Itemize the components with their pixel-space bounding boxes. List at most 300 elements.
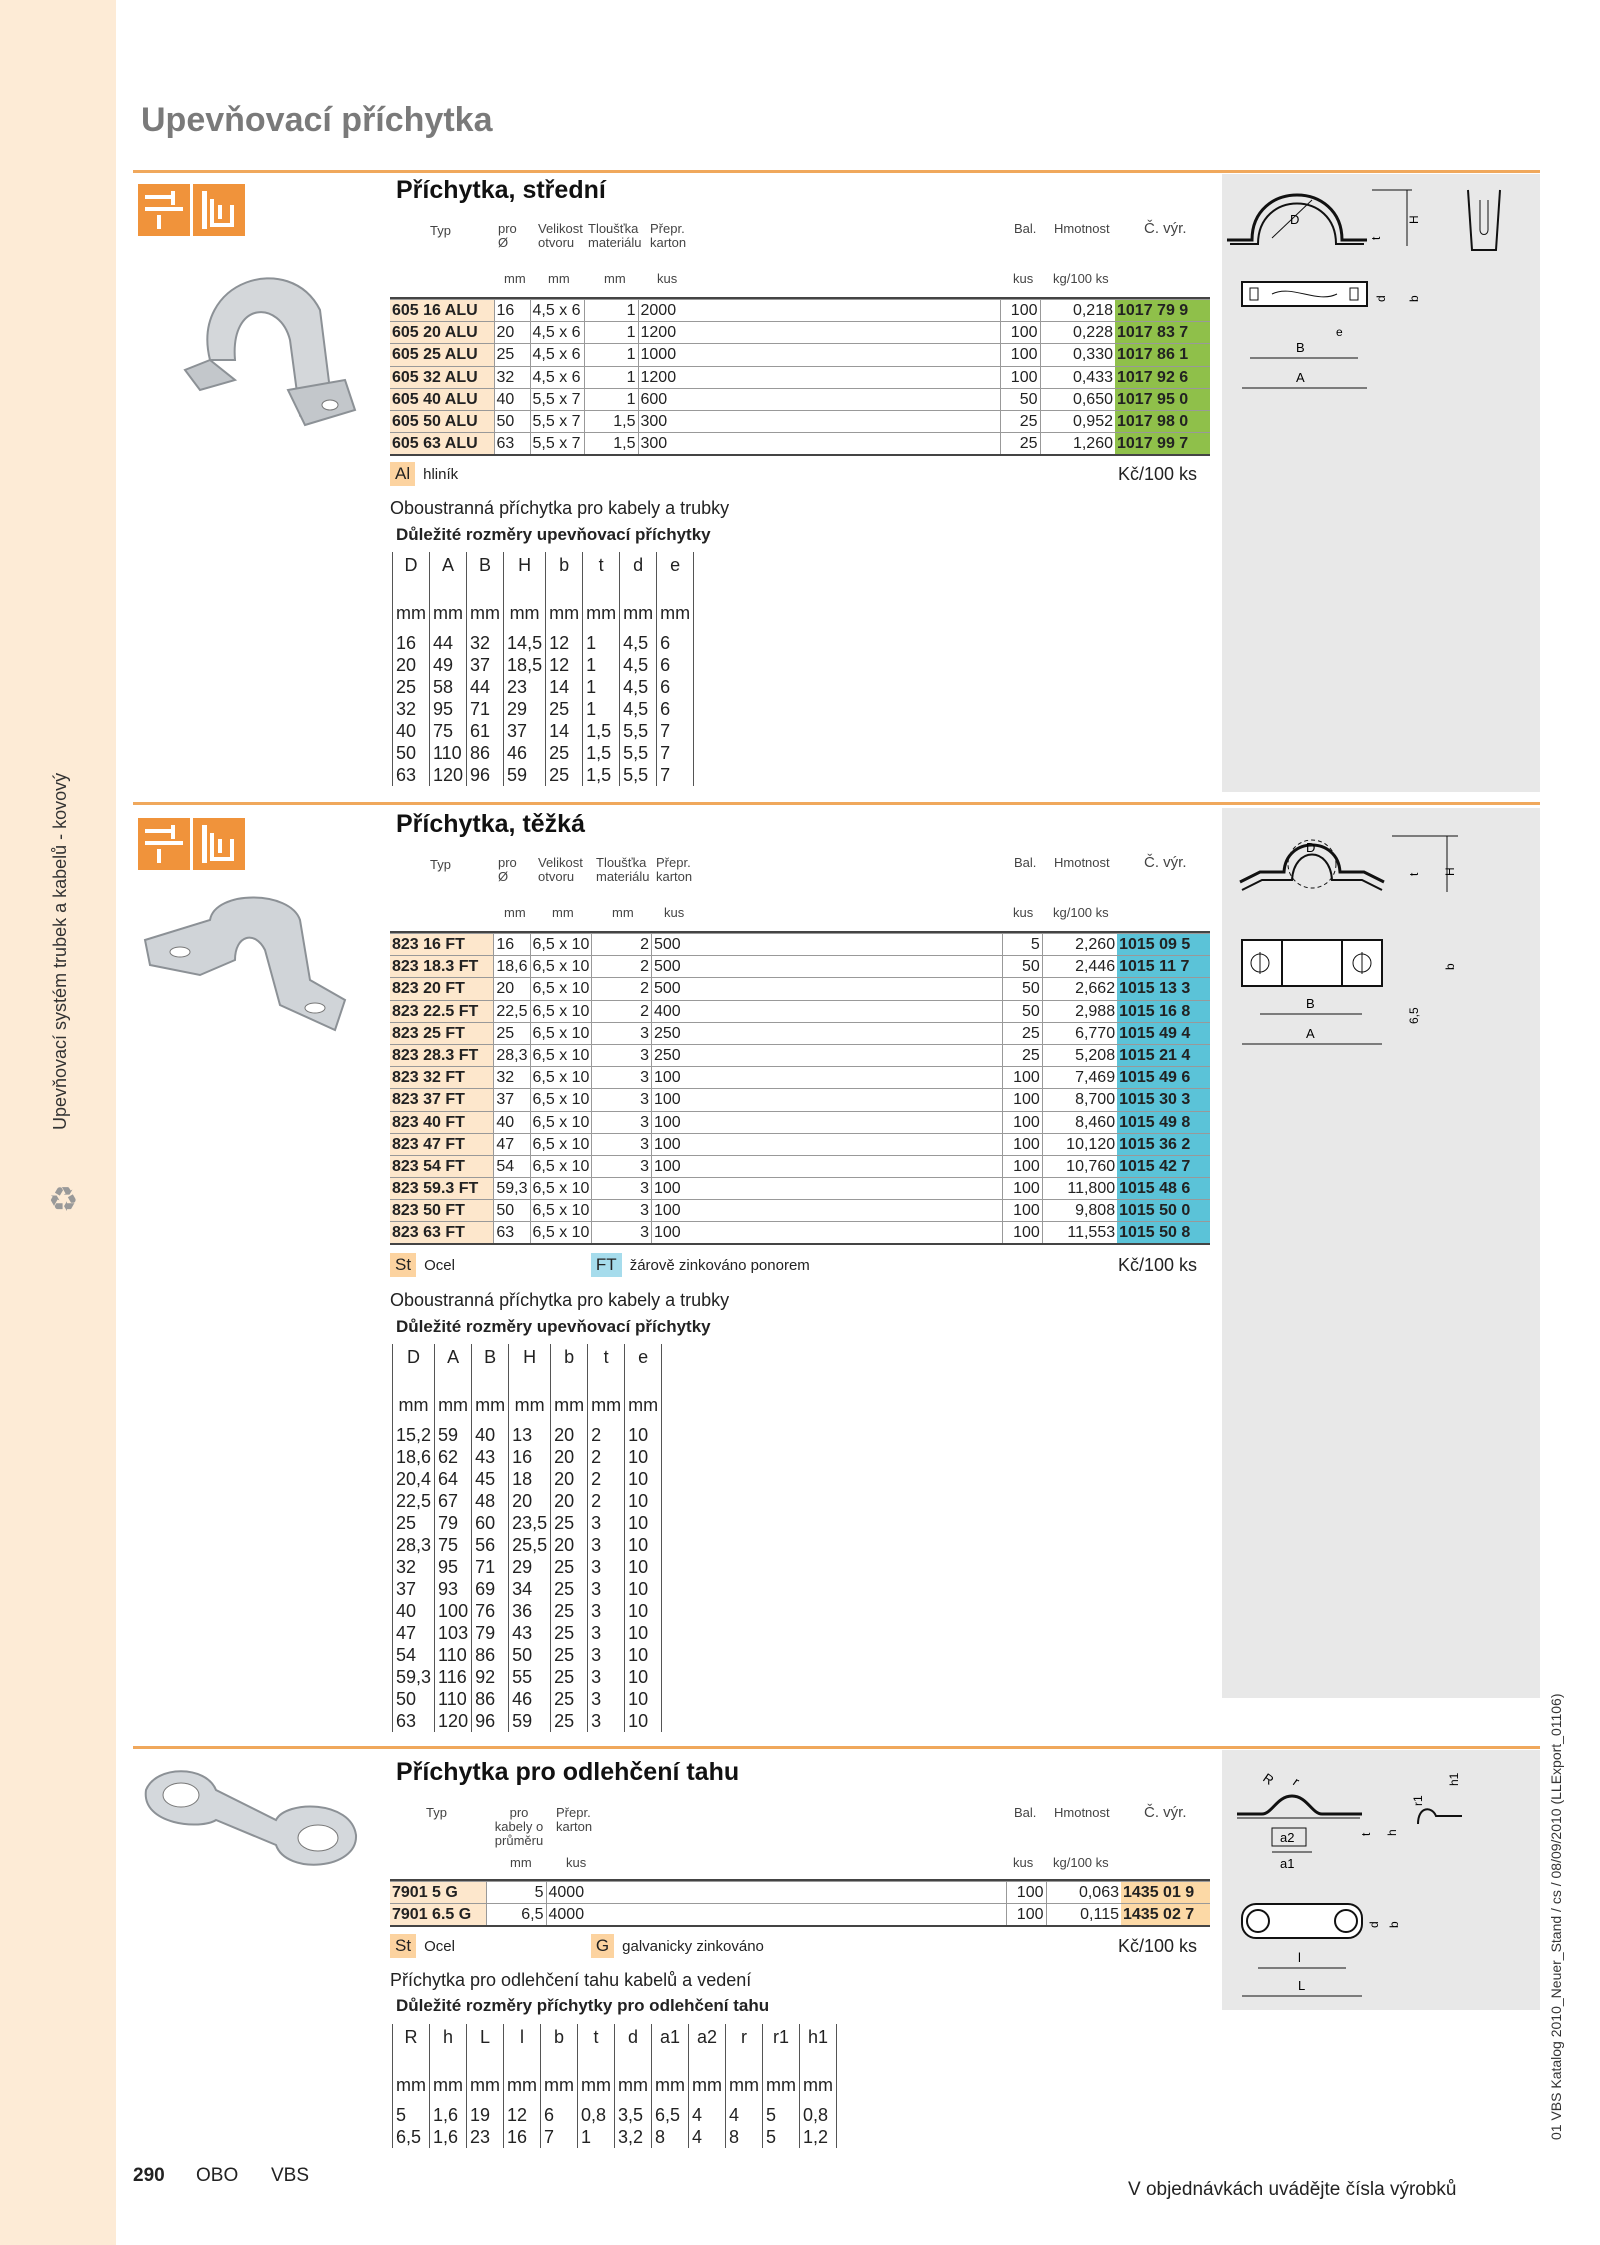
dim-cell: 46 [504, 742, 546, 764]
product-cell-prepr: 1200 [638, 322, 1000, 344]
dim-cell: mm [504, 2074, 541, 2104]
hdr-typ: Typ [430, 857, 451, 872]
product-cell-cvyr: 1015 49 8 [1117, 1111, 1210, 1133]
dim-cell: 10 [625, 1578, 662, 1600]
dim-cell: 20 [551, 1446, 588, 1468]
dim-cell: 14 [546, 720, 583, 742]
dim-cell: a2 [689, 2024, 726, 2074]
product-row [390, 1904, 1210, 1927]
product-cell-tloustka: 1,5 [584, 433, 638, 456]
dim-cell: 4,5 [620, 676, 657, 698]
dim-cell: 3 [588, 1512, 625, 1534]
dim-row [393, 1644, 662, 1666]
product-table-3 [390, 1881, 1210, 1927]
dim-cell: 6,5 [652, 2104, 689, 2126]
dim-cell: 7 [541, 2126, 578, 2148]
dim-row [393, 720, 694, 742]
dim-row [393, 1446, 662, 1468]
dim-cell: mm [509, 1394, 551, 1424]
product-cell-pro: 22,5 [494, 1000, 530, 1022]
dim-cell: 3 [588, 1578, 625, 1600]
product-cell-tloustka: 3 [592, 1178, 652, 1200]
product-cell-cvyr: 1015 36 2 [1117, 1133, 1210, 1155]
dim-cell: 0,8 [800, 2104, 837, 2126]
product-cell-cvyr: 1017 99 7 [1115, 433, 1210, 456]
product-cell-pro3: 5 [486, 1882, 546, 1904]
dim-cell: 10 [625, 1446, 662, 1468]
product-cell-hmotnost: 5,208 [1042, 1044, 1117, 1066]
unit-tloustka: mm [604, 271, 626, 286]
dim-cell: R [393, 2024, 430, 2074]
dim-cell: 10 [625, 1622, 662, 1644]
dim-cell: 37 [504, 720, 546, 742]
product-row [390, 978, 1210, 1000]
dim-cell: 1,5 [583, 720, 620, 742]
product-cell-prepr: 400 [651, 1000, 1002, 1022]
product-cell-pro: 20 [494, 978, 530, 1000]
section-rule-2 [133, 802, 1540, 805]
dim-cell: h [430, 2024, 467, 2074]
product-cell-prepr: 100 [651, 1222, 1002, 1245]
product-cell-hmotnost: 8,700 [1042, 1089, 1117, 1111]
dim-cell: 63 [393, 1710, 435, 1732]
product-cell-hmotnost: 0,218 [1040, 300, 1115, 322]
product-cell-prepr: 300 [638, 410, 1000, 432]
dim-cell: 6 [657, 676, 694, 698]
product-cell-pro: 47 [494, 1133, 530, 1155]
dim-cell: h1 [800, 2024, 837, 2074]
product-cell-typ: 823 37 FT [390, 1089, 494, 1111]
unit-velikost: mm [548, 271, 570, 286]
dim-cell: 61 [467, 720, 504, 742]
product-cell-cvyr: 1017 79 9 [1115, 300, 1210, 322]
dim-cell: H [504, 552, 546, 602]
finish-text: žárově zinkováno ponorem [629, 1256, 810, 1274]
dim-cell: 37 [393, 1578, 435, 1600]
product-cell-cvyr: 1435 01 9 [1121, 1882, 1210, 1904]
hdr-typ: Typ [426, 1805, 447, 1820]
hdr-prepr: Přepr. karton [650, 221, 687, 250]
svg-text:R: R [1260, 1770, 1277, 1788]
product-cell-typ: 7901 5 G [390, 1882, 486, 1904]
dim-cell: 20 [551, 1424, 588, 1446]
product-cell-typ: 605 63 ALU [390, 433, 494, 456]
dim-cell: 76 [472, 1600, 509, 1622]
unit-prepr: kus [664, 905, 685, 920]
dim-cell: 32 [393, 1556, 435, 1578]
dim-cell: d [615, 2024, 652, 2074]
product-cell-velikost: 6,5 x 10 [530, 1200, 592, 1222]
product-cell-tloustka: 2 [592, 978, 652, 1000]
product-cell-pro: 50 [494, 1200, 530, 1222]
product-cell-hmotnost: 2,446 [1042, 956, 1117, 978]
dim-row [393, 2126, 837, 2148]
dim-cell: 67 [435, 1490, 472, 1512]
product-cell-pro: 37 [494, 1089, 530, 1111]
dim-cell: 40 [393, 720, 430, 742]
svg-text:b: b [1443, 963, 1457, 970]
product-cell-bal: 50 [1000, 388, 1040, 410]
dim-cell: 63 [393, 764, 430, 786]
product-cell-velikost: 4,5 x 6 [530, 322, 584, 344]
svg-text:b: b [1407, 295, 1421, 302]
description-2: Oboustranná příchytka pro kabely a trubky [390, 1290, 730, 1310]
dim-cell: 79 [435, 1512, 472, 1534]
svg-text:B: B [1296, 340, 1305, 355]
product-row [390, 388, 1210, 410]
hdr-hmotnost: Hmotnost [1054, 855, 1110, 870]
product-cell-bal: 100 [1006, 1904, 1046, 1927]
product-row [390, 1178, 1210, 1200]
product-cell-velikost: 6,5 x 10 [530, 956, 592, 978]
dim-cell: 1,6 [430, 2126, 467, 2148]
dim-cell: mm [541, 2074, 578, 2104]
dim-cell: 10 [625, 1490, 662, 1512]
dim-row [393, 764, 694, 786]
unit-hmotnost: kg/100 ks [1053, 271, 1109, 286]
product-cell-pro: 28,3 [494, 1044, 530, 1066]
legend-2 [390, 1253, 810, 1277]
section-3-title: Příchytka pro odlehčení tahu [396, 1758, 740, 1786]
dim-cell: t [578, 2024, 615, 2074]
product-table-1 [390, 299, 1210, 456]
pipe-mount-icon [138, 184, 190, 236]
dim-cell: 4 [689, 2104, 726, 2126]
product-cell-cvyr: 1015 49 6 [1117, 1067, 1210, 1089]
dim-cell: 55 [509, 1666, 551, 1688]
dim-row [393, 1424, 662, 1446]
product-cell-typ: 605 40 ALU [390, 388, 494, 410]
product-cell-tloustka: 3 [592, 1044, 652, 1066]
product-cell-prepr: 100 [651, 1111, 1002, 1133]
product-cell-prepr: 100 [651, 1200, 1002, 1222]
description-3: Příchytka pro odlehčení tahu kabelů a vedení [390, 1970, 752, 1990]
product-cell-pro: 20 [494, 322, 530, 344]
dim-cell: 50 [393, 1688, 435, 1710]
dim-cell: 10 [625, 1688, 662, 1710]
product-cell-pro3: 6,5 [486, 1904, 546, 1927]
dim-cell: 10 [625, 1556, 662, 1578]
product-cell-pro: 63 [494, 433, 530, 456]
product-cell-hmotnost: 0,433 [1040, 366, 1115, 388]
unit-pro: mm [504, 905, 526, 920]
dim-cell: A [435, 1344, 472, 1394]
product-cell-pro: 16 [494, 934, 530, 956]
product-cell-prepr: 250 [651, 1044, 1002, 1066]
dim-cell: 50 [393, 742, 430, 764]
dim-cell: 60 [472, 1512, 509, 1534]
product-cell-hmotnost: 0,650 [1040, 388, 1115, 410]
dim-title-2: Důležité rozměry upevňovací příchytky [396, 1317, 711, 1336]
dim-cell: B [467, 552, 504, 602]
dim-cell: 46 [509, 1688, 551, 1710]
unit-prepr: kus [566, 1855, 587, 1870]
product-cell-pro: 40 [494, 388, 530, 410]
dim-cell: 3 [588, 1534, 625, 1556]
price-unit-3: Kč/100 ks [1118, 1936, 1198, 1956]
product-cell-velikost: 4,5 x 6 [530, 300, 584, 322]
dim-cell: 12 [546, 654, 583, 676]
product-row [390, 366, 1210, 388]
product-cell-tloustka: 1,5 [584, 410, 638, 432]
product-cell-prepr: 4000 [546, 1882, 1006, 1904]
dim-cell: 2 [588, 1424, 625, 1446]
product-cell-velikost: 4,5 x 6 [530, 344, 584, 366]
dim-cell: 3 [588, 1710, 625, 1732]
product-cell-prepr: 2000 [638, 300, 1000, 322]
dim-cell: mm [689, 2074, 726, 2104]
product-cell-tloustka: 3 [592, 1089, 652, 1111]
dim-cell: 10 [625, 1644, 662, 1666]
dim-cell: 47 [393, 1622, 435, 1644]
svg-text:D: D [1306, 840, 1316, 855]
dim-cell: 120 [435, 1710, 472, 1732]
dim-cell: 10 [625, 1666, 662, 1688]
dim-cell: 20 [551, 1534, 588, 1556]
product-cell-hmotnost: 2,260 [1042, 934, 1117, 956]
product-cell-velikost: 6,5 x 10 [530, 1178, 592, 1200]
product-cell-cvyr: 1015 09 5 [1117, 934, 1210, 956]
product-cell-typ: 823 32 FT [390, 1067, 494, 1089]
dim-cell: 100 [435, 1600, 472, 1622]
dim-cell: 1 [578, 2126, 615, 2148]
product-cell-prepr: 100 [651, 1155, 1002, 1177]
product-row [390, 1022, 1210, 1044]
hdr-bal: Bal. [1014, 221, 1037, 236]
footer-brand: OBO [196, 2165, 239, 2186]
dim-cell: e [657, 552, 694, 602]
dim-cell: 25 [546, 698, 583, 720]
dim-cell: 25 [546, 764, 583, 786]
svg-text:d: d [1367, 1921, 1381, 1928]
product-cell-typ: 823 18.3 FT [390, 956, 494, 978]
dim-cell: 3 [588, 1556, 625, 1578]
product-cell-prepr: 600 [638, 388, 1000, 410]
hdr-pro: pro kabely o průměru [494, 1805, 544, 1848]
dim-cell: 14,5 [504, 632, 546, 654]
dim-cell: 25 [551, 1556, 588, 1578]
dim-cell: 13 [509, 1424, 551, 1446]
dim-cell: 92 [472, 1666, 509, 1688]
dim-cell: 1,6 [430, 2104, 467, 2126]
dim-cell: 25 [546, 742, 583, 764]
dim-row [393, 1688, 662, 1710]
dim-row [393, 698, 694, 720]
svg-text:t: t [1359, 1832, 1373, 1836]
dim-cell: 6 [657, 654, 694, 676]
dim-cell: mm [393, 1394, 435, 1424]
dim-row [393, 632, 694, 654]
dim-cell: 71 [467, 698, 504, 720]
svg-text:r: r [1290, 1774, 1303, 1789]
dim-cell: 40 [393, 1600, 435, 1622]
product-cell-typ: 605 20 ALU [390, 322, 494, 344]
product-cell-tloustka: 1 [584, 344, 638, 366]
dim-cell: 1 [583, 676, 620, 698]
dim-cell: 8 [652, 2126, 689, 2148]
dim-cell: 7 [657, 764, 694, 786]
svg-text:h: h [1385, 1829, 1399, 1836]
product-cell-typ: 823 50 FT [390, 1200, 494, 1222]
dim-cell: 20 [393, 654, 430, 676]
product-cell-bal: 100 [1002, 1155, 1042, 1177]
product-cell-tloustka: 3 [592, 1111, 652, 1133]
svg-text:L: L [1298, 1978, 1306, 1993]
dim-cell: d [620, 552, 657, 602]
dim-row [393, 2104, 837, 2126]
product-row [390, 1000, 1210, 1022]
product-cell-typ: 823 22.5 FT [390, 1000, 494, 1022]
unit-hmotnost: kg/100 ks [1053, 1855, 1109, 1870]
hdr-cvyr: Č. výr. [1144, 1804, 1187, 1821]
dim-cell: 59,3 [393, 1666, 435, 1688]
hdr-tloustka: Tloušťka materiálu [596, 855, 650, 884]
dim-cell: 4,5 [620, 632, 657, 654]
product-cell-cvyr: 1015 21 4 [1117, 1044, 1210, 1066]
dim-cell: 6 [657, 632, 694, 654]
dim-cell: mm [546, 602, 583, 632]
svg-text:h1: h1 [1447, 1772, 1461, 1786]
dim-cell: 25 [551, 1622, 588, 1644]
product-cell-velikost: 4,5 x 6 [530, 366, 584, 388]
product-cell-velikost: 6,5 x 10 [530, 1222, 592, 1245]
dim-cell: 62 [435, 1446, 472, 1468]
dim-cell: 22,5 [393, 1490, 435, 1512]
product-cell-typ: 823 16 FT [390, 934, 494, 956]
dim-cell: 10 [625, 1710, 662, 1732]
dim-cell: mm [583, 602, 620, 632]
dimension-table-2 [392, 1344, 662, 1732]
unit-velikost: mm [552, 905, 574, 920]
dim-cell: 95 [435, 1556, 472, 1578]
product-cell-cvyr: 1015 13 3 [1117, 978, 1210, 1000]
product-cell-bal: 100 [1006, 1882, 1046, 1904]
dim-cell: 3,5 [615, 2104, 652, 2126]
dim-cell: 3 [588, 1600, 625, 1622]
hdr-cvyr: Č. výr. [1144, 220, 1187, 237]
product-cell-typ: 823 25 FT [390, 1022, 494, 1044]
dim-cell: mm [467, 602, 504, 632]
description-1: Oboustranná příchytka pro kabely a trubky [390, 498, 730, 518]
dim-cell: 86 [472, 1688, 509, 1710]
dim-row [393, 552, 694, 602]
dim-row [393, 676, 694, 698]
section-2-title: Příchytka, těžká [396, 810, 585, 838]
dim-cell: 43 [509, 1622, 551, 1644]
material-text: Ocel [424, 1937, 455, 1955]
dim-cell: 1,2 [800, 2126, 837, 2148]
dim-cell: 28,3 [393, 1534, 435, 1556]
svg-text:b: b [1387, 1921, 1401, 1928]
product-cell-tloustka: 3 [592, 1200, 652, 1222]
product-cell-bal: 25 [1002, 1044, 1042, 1066]
wall-mount-icon [193, 818, 245, 870]
svg-text:A: A [1306, 1026, 1315, 1041]
hdr-hmotnost: Hmotnost [1054, 1805, 1110, 1820]
dim-cell: 56 [472, 1534, 509, 1556]
product-cell-bal: 50 [1002, 956, 1042, 978]
dim-cell: mm [551, 1394, 588, 1424]
product-cell-prepr: 300 [638, 433, 1000, 456]
dim-cell: D [393, 552, 430, 602]
dim-cell: 10 [625, 1424, 662, 1446]
product-cell-velikost: 6,5 x 10 [530, 1133, 592, 1155]
dim-cell: mm [472, 1394, 509, 1424]
product-row [390, 1155, 1210, 1177]
clip-heavy-photo [140, 880, 360, 1050]
pipe-mount-icon [138, 818, 190, 870]
dim-cell: 59 [509, 1710, 551, 1732]
dim-cell: 4 [726, 2104, 763, 2126]
application-icons-1 [138, 184, 245, 236]
dim-cell: 2 [588, 1490, 625, 1512]
dim-cell: b [546, 552, 583, 602]
dim-row [393, 1666, 662, 1688]
dim-cell: 25 [551, 1710, 588, 1732]
product-cell-typ: 605 50 ALU [390, 410, 494, 432]
finish-text: galvanicky zinkováno [622, 1937, 764, 1955]
dim-cell: 25 [393, 676, 430, 698]
unit-prepr: kus [657, 271, 678, 286]
product-cell-prepr: 100 [651, 1178, 1002, 1200]
dim-cell: 116 [435, 1666, 472, 1688]
product-cell-bal: 25 [1000, 410, 1040, 432]
product-cell-velikost: 6,5 x 10 [530, 1000, 592, 1022]
dim-cell: 3 [588, 1622, 625, 1644]
product-cell-cvyr: 1017 98 0 [1115, 410, 1210, 432]
product-cell-prepr: 500 [651, 978, 1002, 1000]
footer-order-note: V objednávkách uvádějte čísla výrobků [1128, 2179, 1457, 2200]
price-unit-2: Kč/100 ks [1118, 1255, 1198, 1275]
product-cell-bal: 25 [1000, 433, 1040, 456]
dim-cell: mm [620, 602, 657, 632]
dim-cell: 86 [472, 1644, 509, 1666]
dim-cell: 58 [430, 676, 467, 698]
svg-text:t: t [1369, 236, 1383, 240]
product-cell-bal: 5 [1002, 934, 1042, 956]
dim-cell: mm [800, 2074, 837, 2104]
dim-cell: 110 [435, 1688, 472, 1710]
svg-text:A: A [1296, 370, 1305, 385]
dim-cell: 59 [435, 1424, 472, 1446]
dim-cell: b [541, 2024, 578, 2074]
dim-cell: 12 [546, 632, 583, 654]
hdr-velikost: Velikost otvoru [538, 221, 583, 250]
product-cell-velikost: 5,5 x 7 [530, 410, 584, 432]
dim-cell: 32 [467, 632, 504, 654]
dim-cell: 4,5 [620, 698, 657, 720]
dim-cell: 1 [583, 698, 620, 720]
footer-series: VBS [271, 2165, 310, 2186]
product-row [390, 300, 1210, 322]
section-1-title: Příchytka, střední [396, 176, 606, 204]
product-cell-hmotnost: 10,760 [1042, 1155, 1117, 1177]
dim-cell: 19 [467, 2104, 504, 2126]
dim-cell: 43 [472, 1446, 509, 1468]
dim-cell: 1 [583, 654, 620, 676]
product-cell-typ: 605 16 ALU [390, 300, 494, 322]
product-cell-hmotnost: 1,260 [1040, 433, 1115, 456]
product-cell-typ: 823 40 FT [390, 1111, 494, 1133]
unit-pro: mm [504, 271, 526, 286]
dim-row [393, 1578, 662, 1600]
dim-cell: 25 [551, 1600, 588, 1622]
dim-cell: 10 [625, 1600, 662, 1622]
hdr-tloustka: Tloušťka materiálu [588, 221, 642, 250]
dim-cell: 20 [551, 1490, 588, 1512]
dim-row [393, 654, 694, 676]
dim-cell: 10 [625, 1534, 662, 1556]
